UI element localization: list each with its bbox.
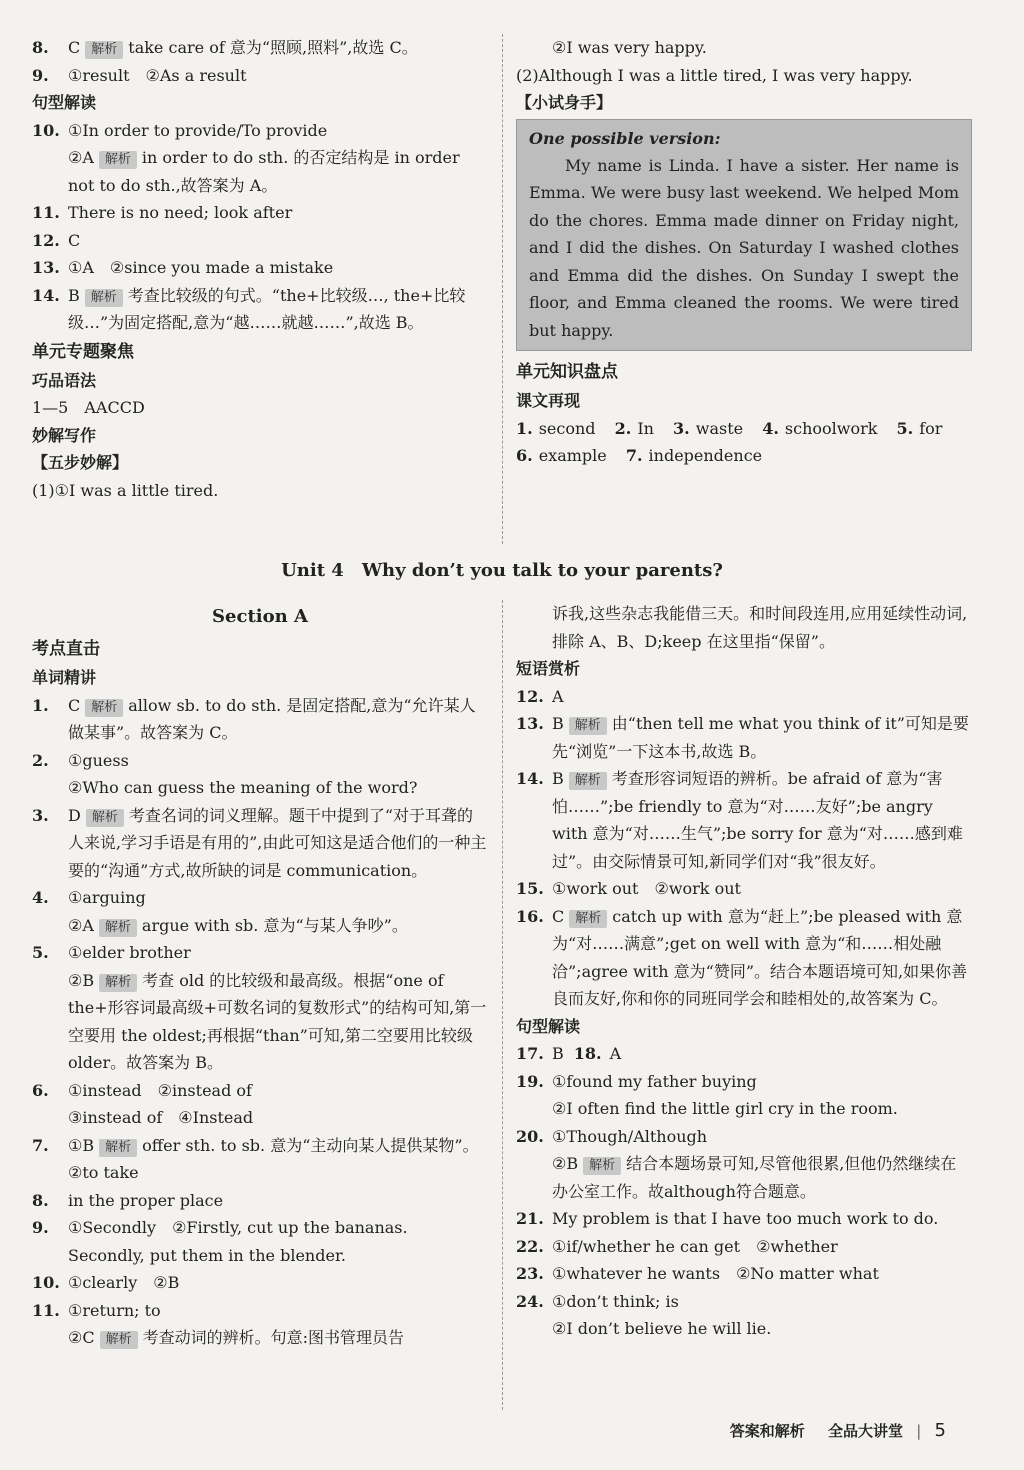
- analysis-tag: 解析: [99, 151, 137, 169]
- answer-sub: ②I was very happy.: [552, 38, 707, 57]
- column-divider-bottom: [502, 600, 503, 1410]
- analysis-tag: 解析: [100, 1331, 138, 1349]
- page-number: 5: [934, 1420, 946, 1441]
- answer-row: [516, 442, 972, 470]
- unit-title: Unit 4 Why don’t you talk to your parents?: [281, 560, 723, 581]
- answer-item: 14. B 解析 考查比较级的句式。“the+比较级…, the+比较级…”为固定搭配,意为“越……就越……”,故选 B。: [32, 285, 466, 332]
- bottom-left-column: [32, 600, 488, 1352]
- section-title: Section A: [212, 606, 308, 627]
- answer-item: 7. ①B 解析 offer sth. to sb. 意为“主动向某人提供某物”。: [32, 1135, 479, 1155]
- section-heading: 妙解写作: [32, 425, 97, 445]
- analysis-tag: 解析: [85, 41, 123, 59]
- answer-item: 21. My problem is that I have too much work to do.: [516, 1209, 939, 1228]
- answer-item: 15. ①work out ②work out: [516, 879, 741, 898]
- analysis-tag: 解析: [569, 717, 607, 735]
- answer-item: 6. example: [516, 446, 607, 465]
- analysis-tag: 解析: [99, 919, 137, 937]
- footer-brand: 全品大讲堂: [828, 1422, 904, 1440]
- answer-item: 12. C: [32, 230, 81, 250]
- analysis-tag: 解析: [569, 910, 607, 928]
- answer-item: 4. schoolwork: [762, 418, 878, 438]
- answer-item: 10. ①clearly ②B: [32, 1273, 180, 1292]
- answer-continuation: 诉我,这些杂志我能借三天。和时间段连用,应用延续性动词,排除 A、B、D;keep 在这里指“保留”。: [552, 604, 968, 651]
- answer-item: 5. for: [896, 418, 943, 438]
- answer-item: 24. ①don’t think; is: [516, 1291, 679, 1311]
- answer-item: 13. B 解析 由“then tell me what you think of it”可知是要先“浏览”一下这本书,故选 B。: [516, 714, 969, 761]
- top-left-column: [32, 34, 488, 504]
- page-footer: [730, 1420, 946, 1441]
- answer-item: 6. ①instead ②instead of: [32, 1080, 252, 1100]
- column-divider-top: [502, 34, 503, 544]
- analysis-tag: 解析: [569, 772, 607, 790]
- section-heading: 短语赏析: [516, 659, 581, 678]
- section-heading: 巧品语法: [32, 370, 97, 390]
- answer-item: 7. independence: [625, 446, 763, 465]
- box-title: One possible version:: [529, 128, 721, 148]
- answer-item: (1)①I was a little tired.: [32, 480, 219, 500]
- section-heading: 句型解读: [32, 93, 97, 112]
- section-heading: 单词精讲: [32, 668, 97, 687]
- analysis-tag: 解析: [583, 1157, 621, 1175]
- answer-item: 22. ①if/whether he can get ②whether: [516, 1236, 838, 1256]
- box-text: My name is Linda. I have a sister. Her name is Emma. We were busy last weekend. We helped Mom do the chores. Emma made dinner on Friday night, and I did the dishes. On Saturday I washed clothes and Emma did the dishes. On Sunday I swept the floor, and Emma cleaned the rooms. We were tired but happy.: [529, 155, 959, 340]
- bottom-right-column: [516, 600, 972, 1343]
- section-heading: 【小试身手】: [516, 93, 613, 112]
- analysis-tag: 解析: [86, 809, 124, 827]
- answer-sub: ②Who can guess the meaning of the word?: [68, 778, 418, 797]
- answer-item: (2)Although I was a little tired, I was very happy.: [516, 65, 913, 85]
- answer-item: 8. in the proper place: [32, 1190, 224, 1210]
- footer-label: 答案和解析: [729, 1422, 805, 1440]
- section-heading: 单元知识盘点: [516, 362, 618, 382]
- analysis-tag: 解析: [85, 699, 123, 717]
- analysis-tag: 解析: [99, 1139, 137, 1157]
- answer-item: 5. ①elder brother: [32, 943, 191, 962]
- section-heading: 课文再现: [516, 391, 581, 410]
- answer-item: 16. C 解析 catch up with 意为“赶上”;be pleased with 意为“对……满意”;get on well with 意为“和……相处融洽”;agree with 意为“赞同”。结合本题语境可知,如果你善良而友好,你和你的同班同学会和睦相处的,故答案为 C。: [516, 906, 968, 1008]
- sample-essay-box: [516, 119, 972, 352]
- answer-item: 1. C 解析 allow sb. to do sth. 是固定搭配,意为“允许某人做某事”。故答案为 C。: [32, 695, 476, 742]
- answer-item: 20. ①Though/Although: [516, 1126, 708, 1146]
- analysis-tag: 解析: [85, 289, 123, 307]
- section-heading: 考点直击: [32, 639, 100, 659]
- footer-separator: |: [916, 1422, 922, 1440]
- answer-item: 17. B 18. A: [516, 1044, 622, 1063]
- answer-item: 23. ①whatever he wants ②No matter what: [516, 1264, 879, 1283]
- answer-sub: ②I often find the little girl cry in the room.: [552, 1099, 898, 1118]
- answer-item: 8. C 解析 take care of 意为“照顾,照料”,故选 C。: [32, 38, 418, 57]
- answer-item: 1. second: [516, 418, 596, 438]
- answer-item: 2. In: [614, 418, 654, 438]
- answer-item: 9. ①Secondly ②Firstly, cut up the bananas. Secondly, put them in the blender.: [32, 1218, 408, 1265]
- answer-sub: ②A 解析 argue with sb. 意为“与某人争吵”。: [68, 915, 408, 935]
- section-heading: 【五步妙解】: [32, 453, 129, 472]
- answer-item: 11. ①return; to: [32, 1300, 161, 1320]
- answer-sub: ②C 解析 考查动词的辨析。句意:图书管理员告: [68, 1328, 405, 1347]
- answer-row: [516, 415, 972, 443]
- answer-item: 14. B 解析 考查形容词短语的辨析。be afraid of 意为“害怕……”;be friendly to 意为“对……友好”;be angry with 意为“对……生气”;be sorry for 意为“对……感到难过”。由交际情景可知,新同学们对“我”很友好。: [516, 769, 963, 871]
- top-right-column: [516, 34, 972, 470]
- answer-item: 19. ①found my father buying: [516, 1071, 757, 1091]
- section-heading: 单元专题聚焦: [32, 341, 134, 362]
- answer-item: 9. ①result ②As a result: [32, 65, 247, 85]
- answer-sub: ②to take: [68, 1163, 139, 1182]
- answer-item: 2. ①guess: [32, 750, 129, 770]
- answer-sub: ③instead of ④Instead: [68, 1108, 254, 1127]
- answer-sub: ②I don’t believe he will lie.: [552, 1319, 772, 1338]
- answer-item: 1—5 AACCD: [32, 398, 145, 417]
- answer-item: 4. ①arguing: [32, 888, 146, 907]
- section-heading: 句型解读: [516, 1016, 581, 1036]
- answer-item: 10. ①In order to provide/To provide: [32, 120, 328, 140]
- answer-item: 3. D 解析 考查名词的词义理解。题干中提到了“对于耳聋的人来说,学习手语是有用的”,由此可知这是适合他们的一种主要的“沟通”方式,故所缺的词是 communication。: [32, 805, 487, 880]
- answer-sub: ②B 解析 结合本题场景可知,尽管他很累,但他仍然继续在办公室工作。故although符合题意。: [552, 1154, 957, 1201]
- answer-sub: ②B 解析 考查 old 的比较级和最高级。根据“one of the+形容词最高级+可数名词的复数形式”的结构可知,第一空要用 the oldest;再根据“than”可知,第二空要用比较级 older。故答案为 B。: [68, 970, 487, 1072]
- answer-item: 3. waste: [673, 418, 744, 438]
- answer-sub: ②A 解析 in order to do sth. 的否定结构是 in order not to do sth.,故答案为 A。: [68, 148, 460, 195]
- answer-item: 13. ①A ②since you made a mistake: [32, 258, 334, 277]
- answer-item: 12. A: [516, 686, 564, 706]
- answer-item: 11. There is no need; look after: [32, 203, 293, 222]
- analysis-tag: 解析: [99, 974, 137, 992]
